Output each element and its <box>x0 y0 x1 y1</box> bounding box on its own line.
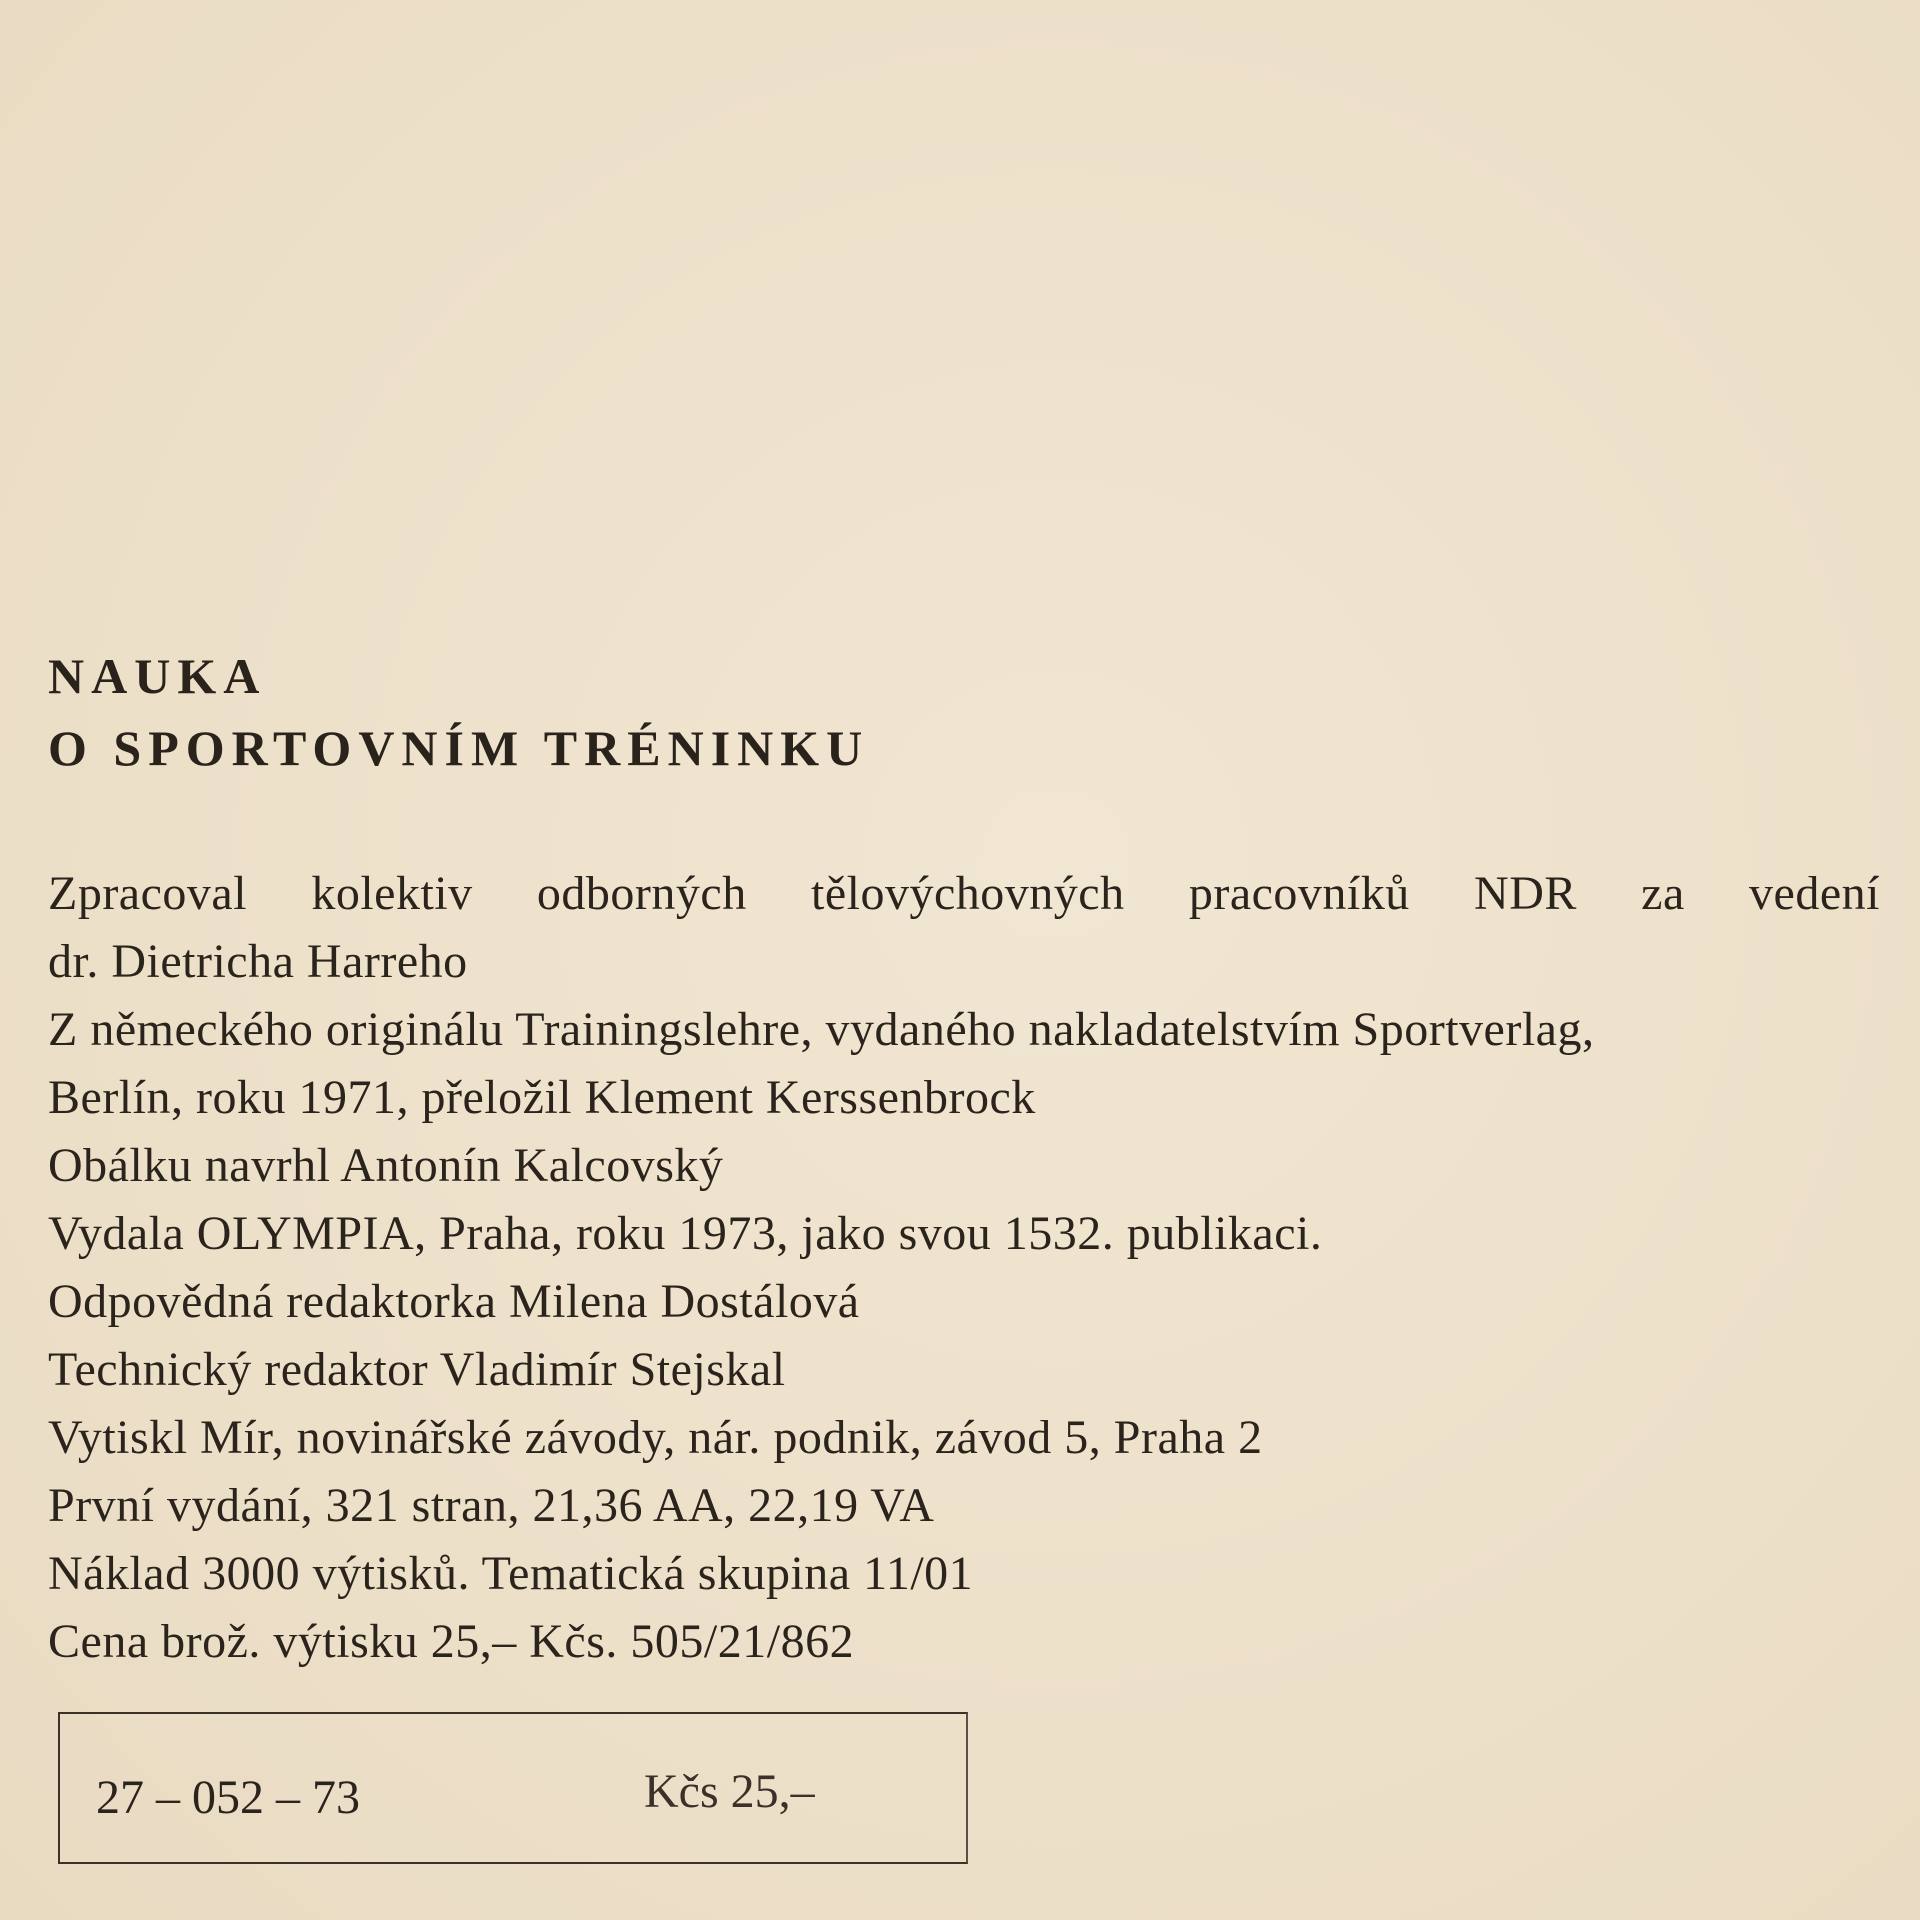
colophon-line: Cena brož. výtisku 25,– Kčs. 505/21/862 <box>48 1615 855 1668</box>
price-stamp-box <box>58 1712 968 1864</box>
catalog-code: 27 – 052 – 73 <box>96 1771 360 1824</box>
book-title-line-1: NAUKA <box>48 648 267 704</box>
colophon-line: Z německého originálu Trainingslehre, vydaného nakladatelstvím Sportverlag, <box>48 1003 1595 1056</box>
colophon-line: Náklad 3000 výtisků. Tematická skupina 11/01 <box>48 1547 974 1600</box>
colophon-line: Zpracoval kolektiv odborných tělovýchovných pracovníků NDR za vedení <box>48 867 1880 920</box>
colophon-line: Obálku navrhl Antonín Kalcovský <box>48 1139 724 1192</box>
colophon-line: Vytiskl Mír, novinářské závody, nár. podnik, závod 5, Praha 2 <box>48 1411 1263 1464</box>
colophon-line: Vydala OLYMPIA, Praha, roku 1973, jako svou 1532. publikaci. <box>48 1207 1323 1260</box>
book-title <box>48 640 869 784</box>
colophon-line: První vydání, 321 stran, 21,36 AA, 22,19 VA <box>48 1479 935 1532</box>
stamp-price: Kčs 25,– <box>644 1765 815 1818</box>
colophon-line: Odpovědná redaktorka Milena Dostálová <box>48 1275 860 1328</box>
colophon-line: Technický redaktor Vladimír Stejskal <box>48 1343 786 1396</box>
colophon-line: dr. Dietricha Harreho <box>48 935 468 988</box>
colophon-line: Berlín, roku 1971, přeložil Klement Kerssenbrock <box>48 1071 1036 1124</box>
colophon <box>48 860 1880 1676</box>
book-title-line-2: O SPORTOVNÍM TRÉNINKU <box>48 720 870 776</box>
